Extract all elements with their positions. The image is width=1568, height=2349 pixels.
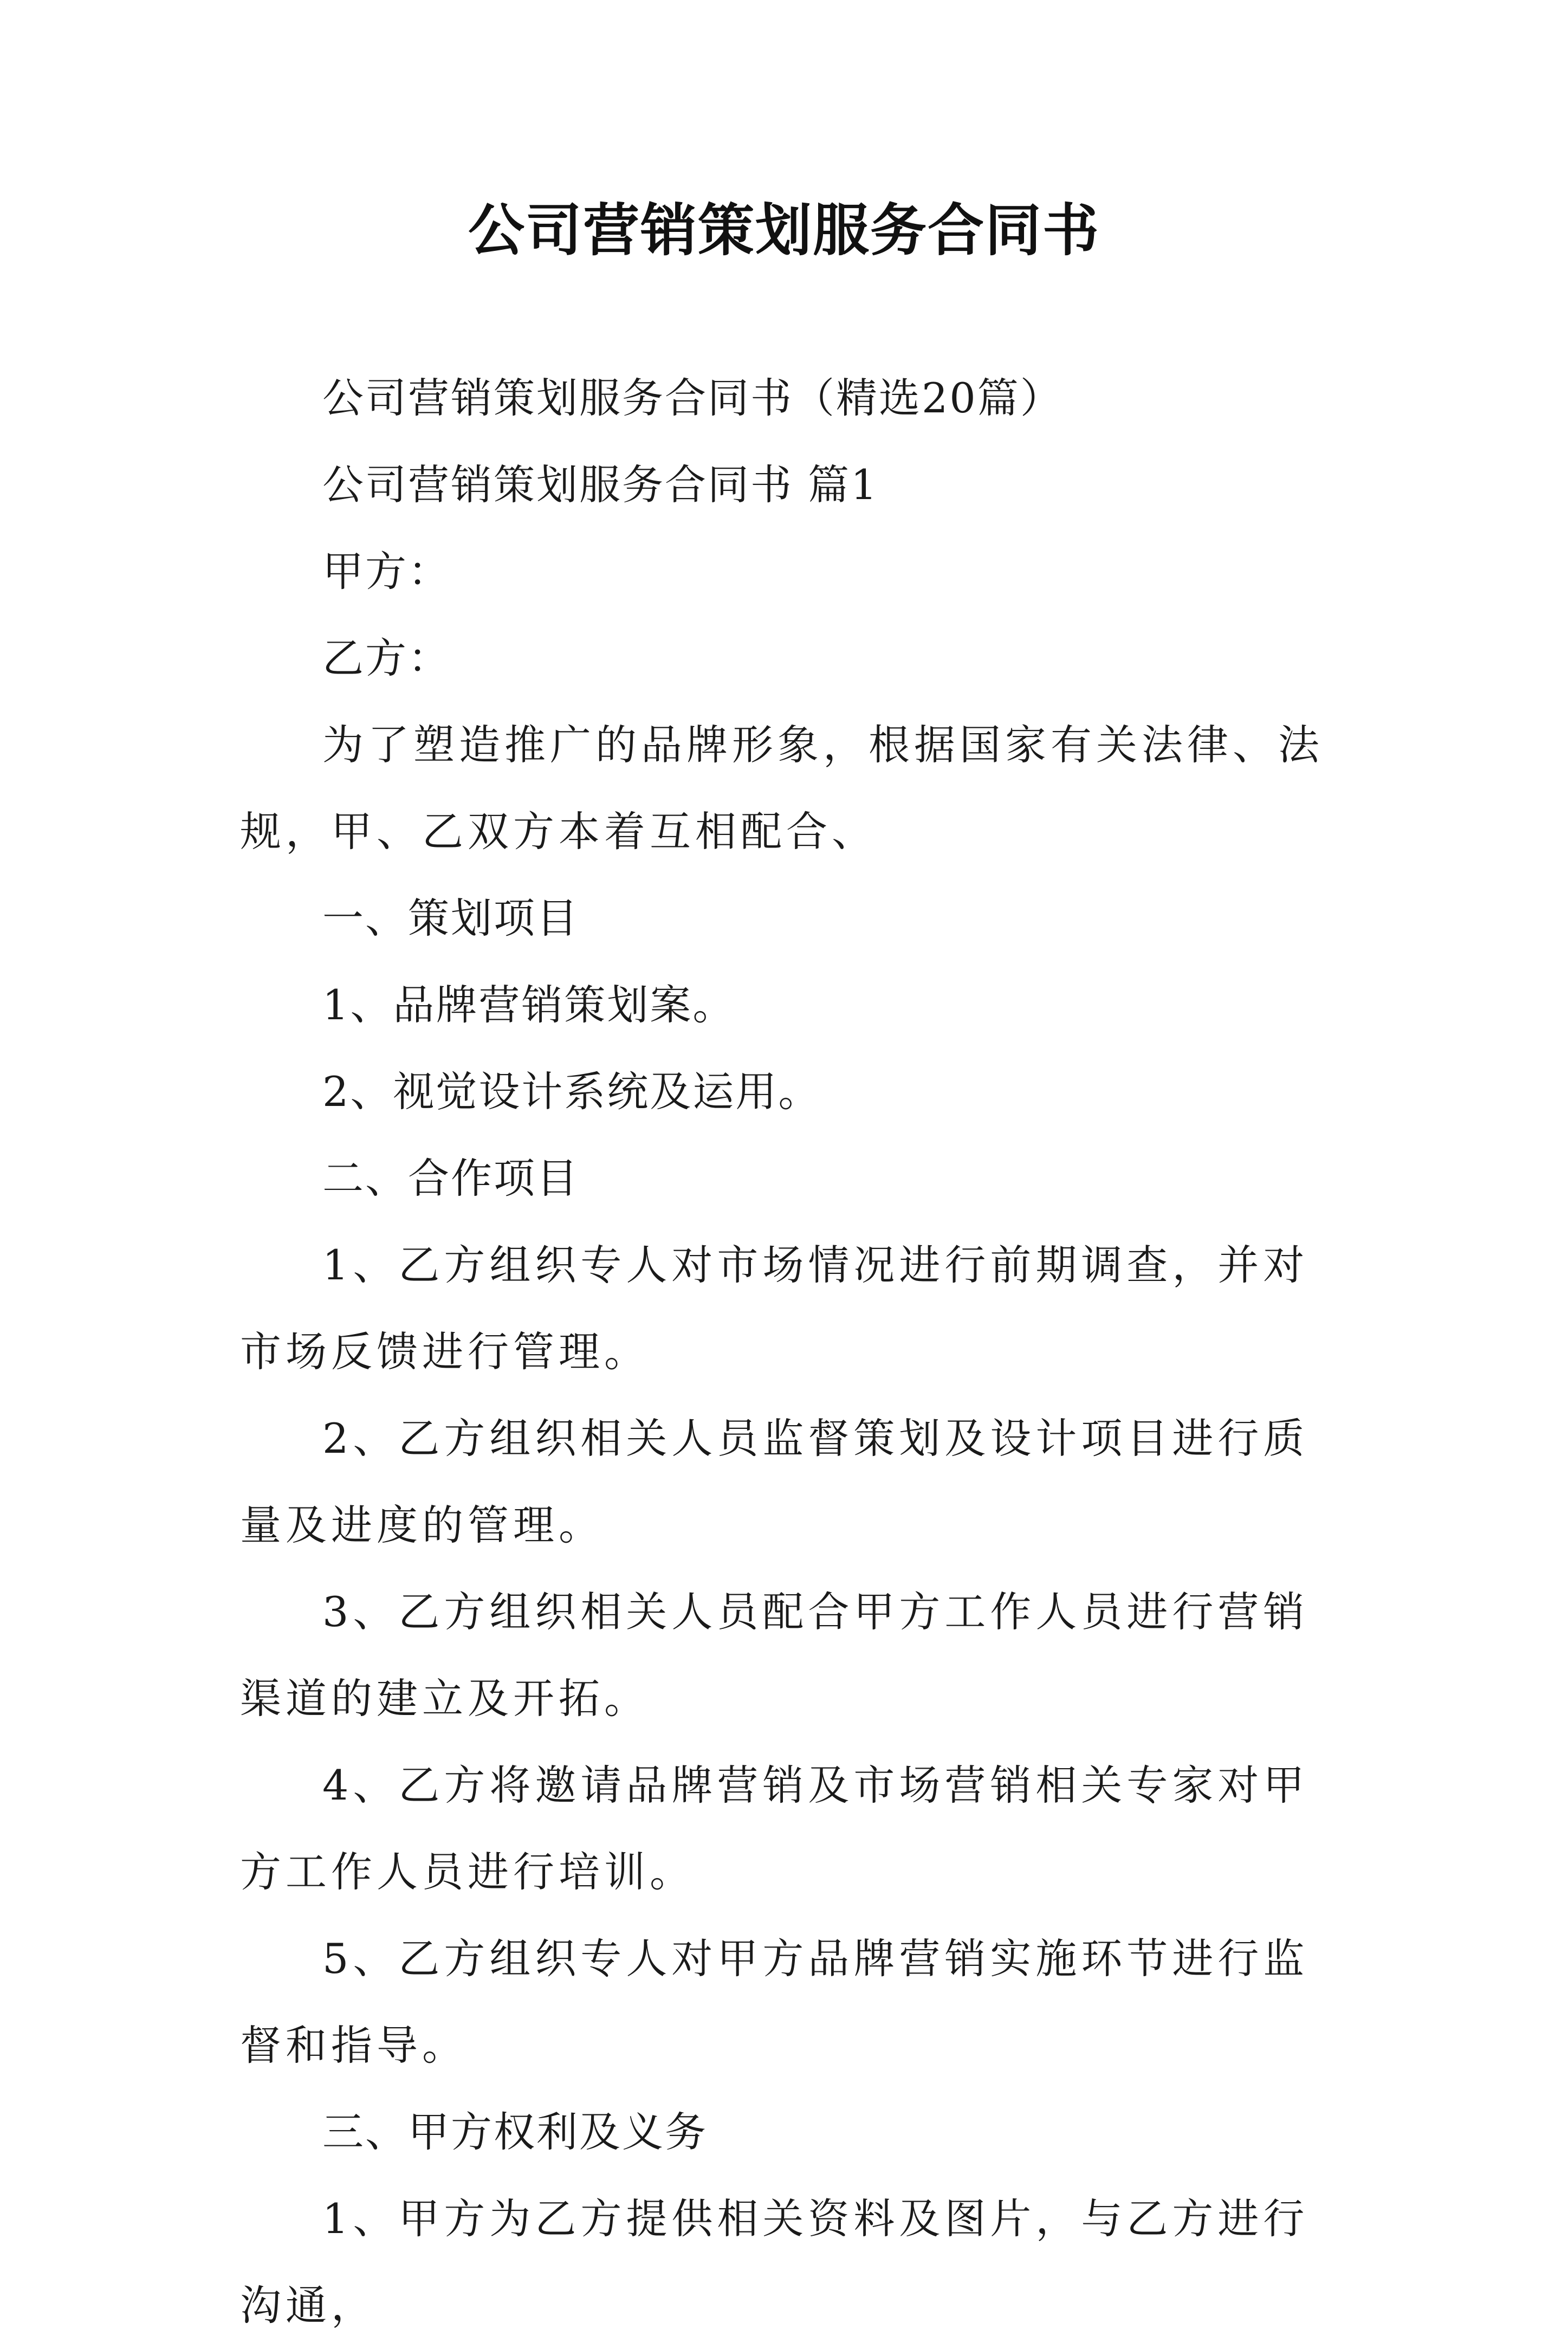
document-body bbox=[240, 355, 1351, 2349]
paragraph: 乙方： bbox=[322, 634, 451, 682]
paragraph: 1、乙方组织专人对市场情况进行前期调查，并对市场反馈进行管理。 bbox=[240, 1241, 1309, 1376]
paragraph: 5、乙方组织专人对甲方品牌营销实施环节进行监督和指导。 bbox=[240, 1934, 1309, 2069]
paragraph: 1、品牌营销策划案。 bbox=[322, 981, 736, 1029]
paragraph: 公司营销策划服务合同书（精选20篇） bbox=[322, 374, 1063, 422]
paragraph: 4、乙方将邀请品牌营销及市场营销相关专家对甲方工作人员进行培训。 bbox=[240, 1761, 1309, 1896]
paragraph: 1、甲方为乙方提供相关资料及图片，与乙方进行沟通， bbox=[240, 2195, 1309, 2329]
paragraph: 3、乙方组织相关人员配合甲方工作人员进行营销渠道的建立及开拓。 bbox=[240, 1588, 1309, 1723]
paragraph: 一、策划项目 bbox=[322, 894, 579, 942]
paragraph: 公司营销策划服务合同书 篇1 bbox=[322, 461, 879, 509]
paragraph: 为了塑造推广的品牌形象，根据国家有关法律、法规，甲、乙双方本着互相配合、 bbox=[240, 721, 1324, 856]
paragraph: 三、甲方权利及义务 bbox=[322, 2108, 708, 2156]
paragraph: 二、合作项目 bbox=[322, 1154, 579, 1202]
paragraph: 甲方： bbox=[322, 547, 451, 596]
paragraph: 2、视觉设计系统及运用。 bbox=[322, 1067, 821, 1116]
document-title: 公司营销策划服务合同书 bbox=[468, 197, 1100, 263]
paragraph: 2、乙方组织相关人员监督策划及设计项目进行质量及进度的管理。 bbox=[240, 1414, 1309, 1549]
